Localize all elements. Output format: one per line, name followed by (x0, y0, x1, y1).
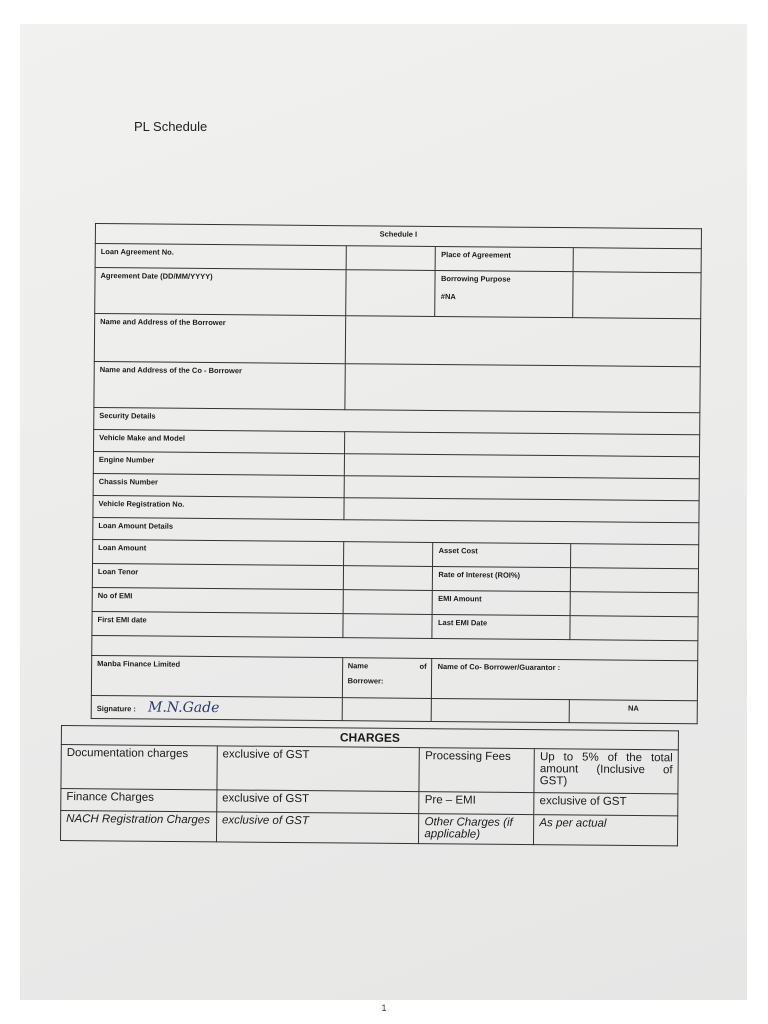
borrowing-purpose-extra (573, 272, 701, 319)
agreement-date-label: Agreement Date (DD/MM/YYYY) (95, 268, 346, 316)
no-of-emi-label: No of EMI (92, 587, 343, 613)
pre-emi-value: exclusive of GST (534, 793, 678, 816)
borrowing-purpose-value: #NA (440, 292, 456, 302)
lender-name: Manba Finance Limited (91, 655, 342, 697)
loan-agreement-no-value (346, 246, 436, 271)
handwritten-signature: M.N.Gade (147, 699, 220, 717)
borrower-name-address-label: Name and Address of the Borrower (94, 314, 345, 364)
security-details-label: Security Details (94, 407, 700, 434)
vehicle-make-model-value (344, 432, 700, 457)
nach-registration-label: NACH Registration Charges (60, 811, 216, 842)
other-charges-label: Other Charges (if applicable) (419, 814, 534, 845)
schedule-heading: Schedule I (95, 224, 701, 249)
borrower-name-address-value (345, 316, 701, 367)
loan-agreement-no-label: Loan Agreement No. (95, 244, 346, 270)
vehicle-registration-value (343, 498, 699, 523)
first-emi-date-value (342, 614, 432, 639)
emi-amount-value (570, 592, 698, 617)
table-row (94, 314, 700, 367)
signature-cell (91, 695, 342, 720)
table-row (91, 695, 697, 723)
loan-amount-value (343, 542, 433, 567)
emi-amount-label: EMI Amount (433, 590, 571, 615)
processing-fees-value: Up to 5% of the total amount (Inclusive of GST) (534, 749, 678, 794)
nach-registration-value: exclusive of GST (216, 812, 419, 844)
agreement-date-value (345, 270, 435, 317)
chassis-number-label: Chassis Number (93, 473, 344, 497)
table-row (94, 361, 700, 412)
schedule-table (91, 223, 702, 724)
documentation-charges-value: exclusive of GST (217, 746, 420, 792)
table-row (95, 268, 701, 319)
co-borrower-signature-value (432, 698, 570, 722)
documentation-charges-label: Documentation charges (61, 745, 217, 790)
loan-tenor-value (343, 566, 433, 591)
first-emi-date-label: First EMI date (92, 611, 343, 637)
co-borrower-guarantor-label: Name of Co- Borrower/Guarantor : (432, 658, 698, 700)
document-title: PL Schedule (134, 119, 208, 134)
borrowing-purpose-label: Borrowing Purpose (440, 274, 511, 284)
loan-amount-details-label: Loan Amount Details (93, 517, 699, 544)
pre-emi-label: Pre – EMI (419, 792, 534, 815)
na-value: NA (569, 700, 697, 724)
finance-charges-label: Finance Charges (61, 789, 217, 812)
vehicle-registration-label: Vehicle Registration No. (93, 495, 344, 519)
engine-number-value (344, 454, 700, 479)
charges-heading: CHARGES (61, 726, 678, 750)
co-borrower-name-address-value (344, 364, 700, 413)
borrowing-purpose-cell (435, 270, 573, 317)
chassis-number-value (344, 476, 700, 501)
processing-fees-label: Processing Fees (419, 748, 534, 793)
engine-number-label: Engine Number (93, 451, 344, 475)
loan-tenor-label: Loan Tenor (92, 563, 343, 589)
loan-amount-label: Loan Amount (93, 539, 344, 565)
borrower-name-label-cell (342, 658, 432, 699)
place-of-agreement-value (573, 248, 701, 273)
last-emi-date-value (570, 616, 698, 641)
charges-table (60, 725, 679, 846)
finance-charges-value: exclusive of GST (217, 790, 420, 814)
asset-cost-value (571, 544, 699, 569)
signature-label: Signature : (96, 704, 136, 714)
borrower-signature-value (342, 698, 432, 722)
table-row (61, 745, 678, 794)
rate-of-interest-value (571, 568, 699, 593)
table-row (60, 811, 677, 846)
name-of-label: Name of (347, 661, 427, 671)
borrower-label: Borrower: (347, 676, 384, 686)
vehicle-make-model-label: Vehicle Make and Model (94, 429, 345, 453)
co-borrower-name-address-label: Name and Address of the Co - Borrower (94, 361, 345, 409)
no-of-emi-value (343, 590, 433, 615)
other-charges-value: As per actual (534, 815, 678, 846)
asset-cost-label: Asset Cost (433, 542, 571, 567)
page-number: 1 (381, 1003, 387, 1013)
rate-of-interest-label: Rate of Interest (ROI%) (433, 566, 571, 591)
last-emi-date-label: Last EMI Date (432, 614, 570, 639)
place-of-agreement-label: Place of Agreement (436, 246, 574, 271)
table-row (91, 655, 697, 700)
